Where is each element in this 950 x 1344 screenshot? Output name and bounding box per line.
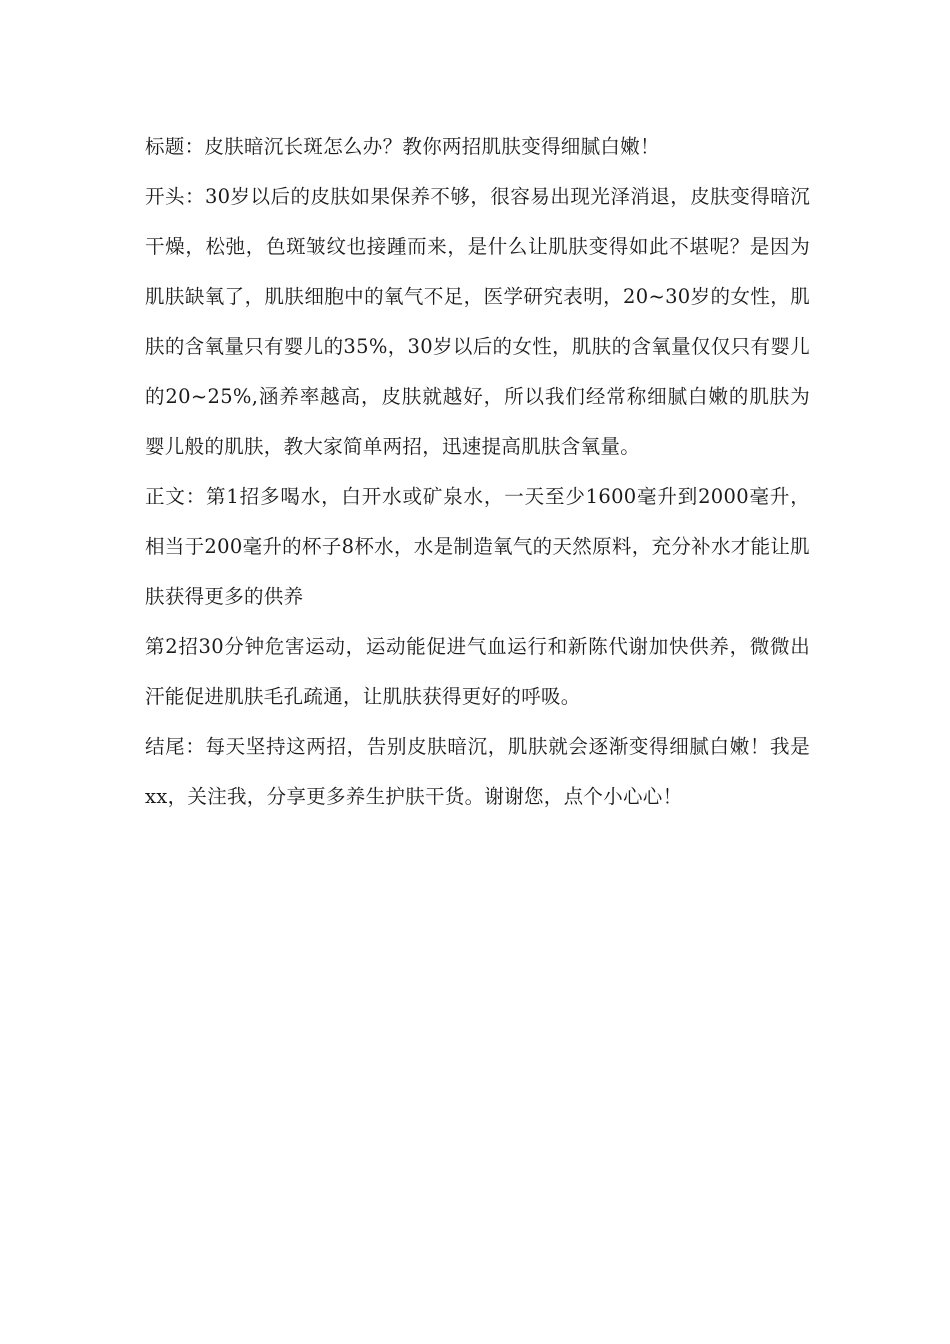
closing-paragraph: 结尾：每天坚持这两招，告别皮肤暗沉，肌肤就会逐渐变得细腻白嫩！我是xx，关注我，分享更多养生护肤干货。谢谢您，点个小心心！ <box>145 735 810 808</box>
title-paragraph: 标题：皮肤暗沉长斑怎么办？教你两招肌肤变得细腻白嫩！ <box>145 135 660 158</box>
body-paragraph-tip-2: 第2招30分钟危害运动，运动能促进气血运行和新陈代谢加快供养，微微出汗能促进肌肤毛孔疏通，让肌肤获得更好的呼吸。 <box>145 635 810 708</box>
document-body <box>145 122 810 822</box>
opening-paragraph: 开头：30岁以后的皮肤如果保养不够，很容易出现光泽消退，皮肤变得暗沉干燥，松弛，色斑皱纹也接踵而来，是什么让肌肤变得如此不堪呢？是因为肌肤缺氧了，肌肤细胞中的氧气不足，医学研究表明，20~30岁的女性，肌肤的含氧量只有婴儿的35%，30岁以后的女性，肌肤的含氧量仅仅只有婴儿的20~25%,涵养率越高，皮肤就越好，所以我们经常称细腻白嫩的肌肤为婴儿般的肌肤，教大家简单两招，迅速提高肌肤含氧量。 <box>145 185 810 458</box>
body-paragraph-tip-1: 正文：第1招多喝水，白开水或矿泉水，一天至少1600毫升到2000毫升，相当于200毫升的杯子8杯水，水是制造氧气的天然原料，充分补水才能让肌肤获得更多的供养 <box>145 485 810 608</box>
